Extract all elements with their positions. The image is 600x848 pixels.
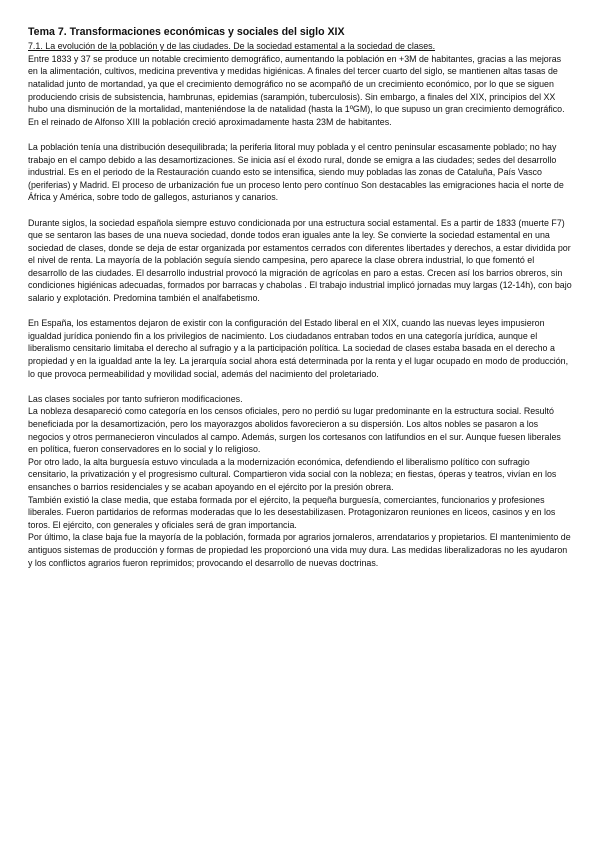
text-block-population <box>28 53 572 129</box>
paragraph-gap <box>28 204 572 217</box>
paragraph: Por último, la clase baja fue la mayoría de la población, formada por agrarios jornaleros, arrendatarios y propietarios. El mantenimiento de antiguos sistemas de producción y formas de propiedad les proporcionó una vida muy dura. Las medidas liberalizadoras no les ayudaron y los conflictos agrarios fueron reprimidos; provocando el desarrollo de nuevas doctrinas. <box>28 532 571 568</box>
paragraph: La nobleza desapareció como categoría en los censos oficiales, pero no perdió su lugar predominante en la estructura social. Resultó beneficiada por la desamortización, pero los mayorazgos abolidos favorecieron a su dispersión. Los altos nobles se pasaron a los negocios y otros permanecieron vinculados al campo. Además, surgen los cortesanos con latifundios en el sur. Aunque fuesen liberales en política, fueron conservadores en lo social y lo religioso. <box>28 406 561 455</box>
paragraph-gap <box>28 305 572 318</box>
paragraph: En España, los estamentos dejaron de existir con la configuración del Estado liberal en el XIX, cuando las nuevas leyes impusieron igualdad jurídica poniendo fin a los privilegios de nacimiento. Los ciudadanos entraban todos en una categoría jurídica, aunque el liberalismo censitario limitaba el derecho al sufragio y a la participación política. La sociedad de clases estaba basada en el derecho a propiedad y en la igualdad ante la ley. La jerarquía social ahora está determinada por la renta y el lugar ocupado en modo de producción, lo que provoca permeabilidad y movilidad social, además del nacimiento del proletariado. <box>28 318 569 379</box>
text-block-distribution <box>28 141 572 204</box>
section-subtitle: 7.1. La evolución de la población y de las ciudades. De la sociedad estamental a la sociedad de clases. <box>28 41 436 51</box>
paragraph-gap <box>28 380 572 393</box>
paragraph: Las clases sociales por tanto sufrieron modificaciones. <box>28 393 243 404</box>
paragraph-gap <box>28 128 572 141</box>
paragraph: También existió la clase media, que estaba formada por el ejército, la pequeña burguesía, comerciantes, funcionarios y profesiones liberales. Fueron partidarios de reformas moderadas que lo les desestabilizasen. Protagonizaron reuniones en liceos, casinos y en los toros. El ejército, con generales y oficiales será de gran importancia. <box>28 494 556 530</box>
text-block-estates <box>28 217 572 305</box>
paragraph: Durante siglos, la sociedad española siempre estuvo condicionada por una estructura social estamental. Es a partir de 1833 (muerte F7) que se sentaron las bases de una nueva sociedad, donde todos eran iguales ante la ley. Se convierte la sociedad estamental en una sociedad de clases, donde se deja de estar organizada por estamentos cerrados con diferentes libertades y derechos, a estar dividida por el nivel de renta. La mayoría de la población seguía siendo campesina, pero aparece la clase obrera industrial, lo que fomentó el desarrollo de las ciudades. El desarrollo industrial provocó la migración de agrícolas en paro a estas. Crecen así los barrios obreros, sin condiciones higiénicas adecuadas, formados por barracas y chabolas . El trabajo industrial implicó jornadas muy largas (12-14h), con bajo salario y explotación. Predomina también el analfabetismo. <box>28 217 572 304</box>
document-title: Tema 7. Transformaciones económicas y sociales del siglo XIX <box>28 26 345 38</box>
text-block-social-classes <box>28 393 572 569</box>
paragraph: Entre 1833 y 37 se produce un notable crecimiento demográfico, aumentando la población en +3M de habitantes, gracias a las mejoras en la alimentación, cultivos, medicina preventiva y medidas higiénicas. A finales del tercer cuarto del siglo, se mantienen altas tasas de natalidad junto de mortandad, ya que el crecimiento demográfico no se acompañó de un crecimiento económico, por lo que se siguen produciendo crisis de subsistencia, hambrunas, epidemias (sarampión, tuberculosis). Sin embargo, a finales del XIX, principios del XX hubo una disminución de la mortalidad, manteniéndose la de natalidad (hasta la 1ºGM), lo que supuso un gran crecimiento demográfico. En el reinado de Alfonso XIII la población creció aproximadamente hasta 23M de habitantes. <box>28 53 565 127</box>
paragraph: Por otro lado, la alta burguesía estuvo vinculada a la modernización económica, defendiendo el liberalismo político con sufragio censitario, la privatización y el progresismo cultural. Compartieron vida social con la nobleza; en fiestas, óperas y teatros, vivían en los ensanches o barrios residenciales y se acaban apoyando en el ejército por la presión obrera. <box>28 456 557 492</box>
paragraph: La población tenía una distribución desequilibrada; la periferia litoral muy poblada y el centro peninsular escasamente poblado; no hay trabajo en el campo debido a las desamortizaciones. Se inicia así el éxodo rural, donde se emigra a las ciudades; sedes del desarrollo industrial. Es en el periodo de la Restauración cuando esto se intensifica, siendo muy pobladas las zonas de Cataluña, País Vasco (periferias) y Madrid. El proceso de urbanización fue un proceso lento pero contínuo Son destacables las emigraciones hacia el norte de África y América, sobre todo de gallegos, asturianos y canarios. <box>28 141 564 203</box>
text-block-liberal-state <box>28 317 572 380</box>
